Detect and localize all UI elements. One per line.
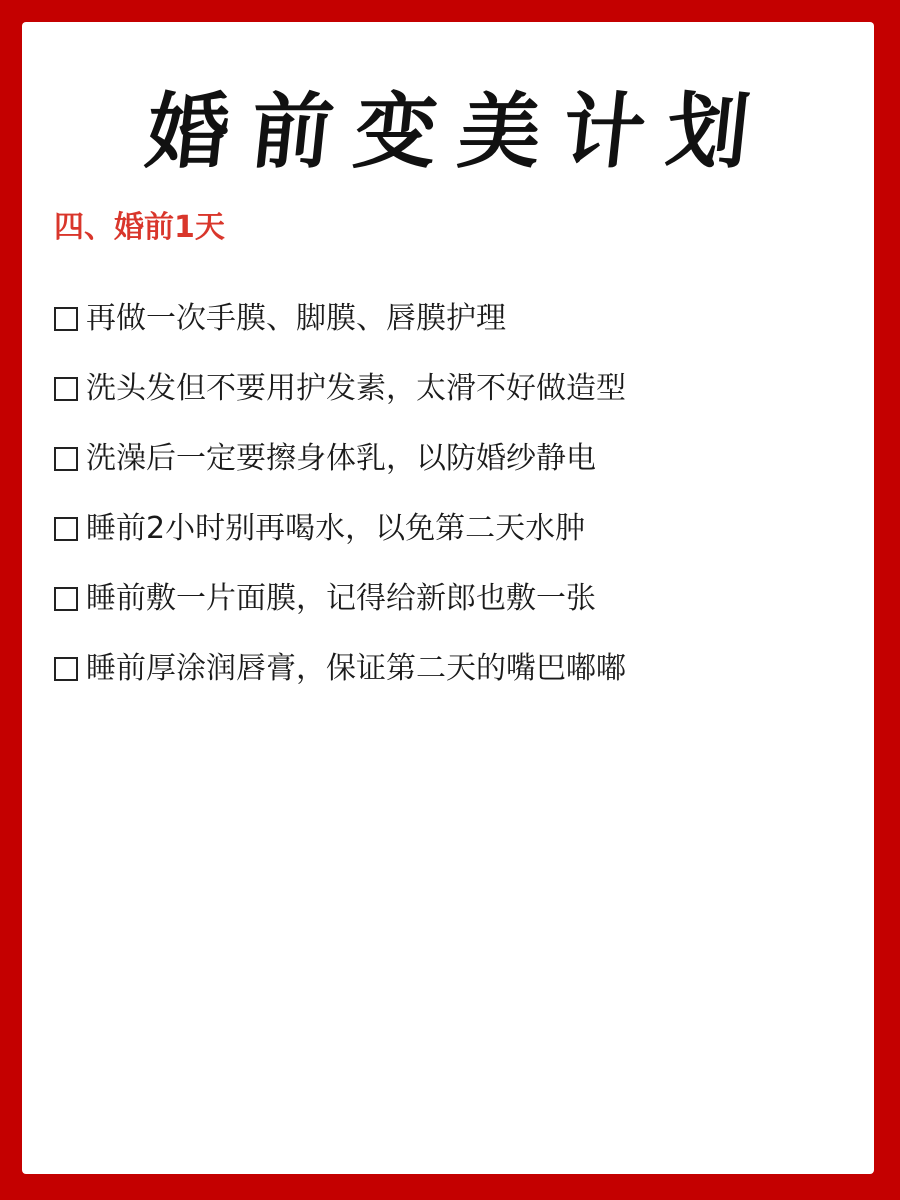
checklist: [54, 284, 854, 704]
checklist-item-text: 睡前敷一片面膜，记得给新郎也敷一张: [86, 581, 596, 616]
checklist-item[interactable]: [54, 494, 854, 564]
checklist-item-text: 睡前厚涂润唇膏，保证第二天的嘴巴嘟嘟: [86, 651, 626, 686]
checkbox-icon[interactable]: [54, 587, 78, 611]
checklist-item[interactable]: [54, 354, 854, 424]
page-title: 婚前变美计划: [141, 84, 777, 180]
checklist-item[interactable]: [54, 564, 854, 634]
checklist-item-text: 洗头发但不要用护发素，太滑不好做造型: [86, 371, 626, 406]
checklist-item-text: 睡前2小时别再喝水，以免第二天水肿: [86, 511, 586, 546]
checklist-item-text: 洗澡后一定要擦身体乳，以防婚纱静电: [86, 441, 596, 476]
checklist-item[interactable]: [54, 634, 854, 704]
checkbox-icon[interactable]: [54, 657, 78, 681]
checkbox-icon[interactable]: [54, 447, 78, 471]
checklist-item-text: 再做一次手膜、脚膜、唇膜护理: [86, 301, 506, 336]
checklist-item[interactable]: [54, 424, 854, 494]
checkbox-icon[interactable]: [54, 517, 78, 541]
checklist-item[interactable]: [54, 284, 854, 354]
checkbox-icon[interactable]: [54, 377, 78, 401]
content-card: [22, 22, 874, 1174]
section-heading: 四、婚前1天: [54, 210, 225, 245]
checkbox-icon[interactable]: [54, 307, 78, 331]
